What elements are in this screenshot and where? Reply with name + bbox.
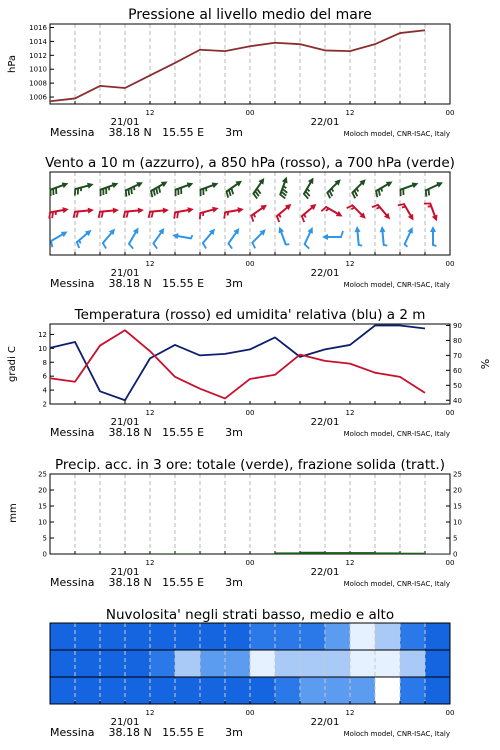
wind-barb (129, 227, 139, 248)
wind-barb (75, 183, 94, 196)
x-tick-label: 00 (245, 409, 255, 417)
wind-barb-feather (357, 188, 359, 191)
wind-barb-feather (354, 191, 357, 197)
precip-bar (275, 552, 300, 554)
credit-label: Moloch model, CNR-ISAC, Italy (343, 730, 450, 738)
cloud-cell (50, 677, 76, 704)
y2-tick-label: 40 (453, 396, 462, 405)
wind-barb (327, 179, 340, 198)
cloud-cell (325, 623, 351, 650)
cloud-cell (400, 677, 426, 704)
wind-barb-feather (359, 245, 363, 246)
date-label: 21/01 (110, 717, 140, 728)
cloud-title: Nuvolosita' negli strati basso, medio e alto (105, 607, 395, 623)
date-label: 21/01 (110, 567, 140, 578)
wind-barb (352, 179, 365, 198)
y2-tick-label: 15 (453, 502, 462, 511)
cloud-footer (50, 709, 454, 739)
plot-frame (50, 474, 450, 554)
wind-barb-feather (405, 244, 408, 246)
x-tick-label: 12 (145, 109, 155, 117)
wind-barb (175, 182, 193, 196)
wind-barb-feather (174, 212, 175, 218)
wind-barb (149, 208, 169, 218)
date-label: 22/01 (310, 117, 340, 128)
x-tick-label: 00 (445, 109, 455, 117)
location-label: Messina 38.18 N 15.55 E 3m (50, 426, 243, 439)
x-tick-label: 12 (345, 559, 355, 567)
x-tick-label: 00 (245, 559, 255, 567)
x-tick-label: 00 (245, 709, 255, 717)
wind-barb-head (322, 234, 328, 240)
wind-barb-feather (326, 209, 329, 212)
wind-barb (251, 205, 267, 222)
wind-barb (277, 204, 292, 222)
cloud-cell (75, 650, 101, 677)
cloud-cell (50, 650, 76, 677)
temperature-title: Temperatura (rosso) ed umidita' relativa (blu) a 2 m (74, 307, 426, 323)
precip-ylabel: mm (8, 503, 19, 523)
wind-barb-feather (376, 191, 377, 197)
wind-barb-feather (283, 186, 286, 188)
y2-tick-label: 90 (453, 321, 462, 330)
temperature-y-ticks (38, 322, 462, 409)
wind-barb-feather (177, 212, 178, 218)
wind-barb (174, 207, 194, 218)
date-label: 21/01 (110, 417, 140, 428)
y2-tick-label: 50 (453, 381, 462, 390)
wind-barb (49, 207, 69, 218)
pressure-ylabel: hPa (7, 54, 18, 74)
x-tick-label: 12 (345, 709, 355, 717)
cloud-cell (50, 623, 76, 650)
precip-bar (300, 552, 325, 554)
x-tick-label: 00 (245, 109, 255, 117)
date-label: 22/01 (310, 567, 340, 578)
wind-barb-feather (154, 190, 155, 196)
y-tick-label: 1008 (29, 79, 47, 88)
precip-bar (375, 552, 400, 554)
cloud-cell (425, 650, 451, 677)
wind-barb-head (88, 208, 94, 214)
wind-panel (45, 155, 455, 290)
cloud-cell (375, 623, 401, 650)
wind-barb-feather (231, 188, 233, 194)
wind-barb-feather (254, 214, 255, 217)
cloud-cell (300, 650, 326, 677)
y-tick-label: 5 (42, 534, 47, 543)
wind-barb-feather (151, 191, 152, 197)
cloud-cell (150, 623, 176, 650)
wind-barb-feather (351, 207, 354, 209)
pressure-panel (7, 7, 454, 139)
precip-bar (350, 552, 375, 554)
wind-footer (50, 260, 454, 290)
temperature-ylabel: gradi C (7, 346, 18, 382)
wind-barb (100, 182, 118, 196)
wind-barb-feather (307, 189, 310, 192)
wind-barb-feather (77, 242, 79, 248)
wind-barb-feather (329, 191, 332, 197)
wind-barb-feather (129, 244, 133, 249)
location-label: Messina 38.18 N 15.55 E 3m (50, 576, 243, 589)
wind-barb-feather (372, 205, 378, 207)
wind-barb (124, 208, 144, 218)
wind-barb (398, 204, 414, 220)
wind-barb (74, 208, 94, 218)
date-label: 21/01 (110, 117, 140, 128)
wind-barb (405, 227, 413, 247)
x-tick-label: 12 (345, 409, 355, 417)
wind-barb (302, 204, 317, 222)
wind-barb-head (237, 207, 243, 213)
wind-barb-feather (203, 243, 206, 248)
y-tick-label: 10 (38, 518, 47, 527)
cloud-cell (400, 650, 426, 677)
wind-barb-head (212, 207, 219, 213)
wind-barb-feather (347, 205, 353, 208)
x-tick-label: 00 (445, 409, 455, 417)
y-tick-label: 12 (38, 330, 47, 339)
wind-barb-feather (277, 216, 279, 222)
x-tick-label: 12 (145, 260, 155, 268)
cloud-cell (250, 677, 276, 704)
wind-barb-feather (134, 187, 135, 191)
x-tick-label: 00 (445, 559, 455, 567)
y-tick-label: 1014 (29, 37, 47, 46)
cloud-cell (75, 677, 101, 704)
wind-barb-feather (251, 216, 253, 222)
cloud-cell (250, 623, 276, 650)
wind-barb (380, 226, 388, 246)
y-tick-label: 25 (38, 470, 47, 479)
y2-tick-label: 60 (453, 366, 462, 375)
pressure-footer (50, 109, 454, 139)
wind-barb (305, 227, 313, 249)
temperature-line (50, 330, 425, 398)
y-tick-label: 1006 (29, 93, 47, 102)
wind-barb (50, 182, 68, 196)
y-tick-label: 1016 (29, 23, 47, 32)
temperature-marks (50, 325, 425, 400)
y2-tick-label: 70 (453, 351, 462, 360)
wind-barb-feather (332, 188, 334, 191)
wind-barb-feather (79, 240, 80, 243)
y-tick-label: 15 (38, 502, 47, 511)
y2-tick-label: 5 (453, 534, 458, 543)
wind-barb-head (355, 226, 361, 232)
wind-barb-feather (51, 241, 52, 247)
precip-footer (50, 559, 454, 589)
wind-barb (224, 207, 244, 218)
wind-barb (253, 178, 264, 199)
precip-panel (8, 457, 462, 589)
humidity-ylabel: % (479, 358, 492, 370)
wind-barb (424, 203, 438, 221)
wind-barb (99, 208, 119, 218)
wind-barb-feather (191, 235, 193, 238)
location-label: Messina 38.18 N 15.55 E 3m (50, 277, 243, 290)
wind-barb-feather (304, 214, 305, 217)
cloud-cell (375, 677, 401, 704)
wind-barb-head (62, 207, 68, 213)
y2-tick-label: 10 (453, 518, 462, 527)
date-label: 22/01 (310, 268, 340, 279)
wind-barb-head (187, 207, 193, 213)
cloud-cell (300, 677, 326, 704)
cloud-cell (350, 623, 376, 650)
wind-barb-feather (341, 231, 343, 237)
credit-label: Moloch model, CNR-ISAC, Italy (343, 130, 450, 138)
wind-barb-feather (49, 212, 50, 218)
y2-tick-label: 20 (453, 486, 462, 495)
wind-barb-feather (52, 212, 53, 218)
wind-barb (51, 232, 67, 248)
wind-barb-head (138, 208, 144, 214)
wind-barb (304, 177, 314, 198)
wind-barb-feather (352, 193, 355, 199)
wind-barb (226, 181, 242, 198)
wind-barb-feather (398, 204, 404, 205)
x-tick-label: 12 (145, 709, 155, 717)
credit-label: Moloch model, CNR-ISAC, Italy (343, 580, 450, 588)
cloud-cell (100, 623, 126, 650)
precip-bar (400, 553, 425, 554)
cloud-cell (400, 623, 426, 650)
y-tick-label: 20 (38, 486, 47, 495)
wind-barb-head (380, 226, 386, 232)
pressure-title: Pressione al livello medio del mare (128, 7, 372, 23)
cloud-panel (50, 607, 454, 739)
cloud-cell (125, 650, 151, 677)
y-tick-label: 0 (42, 550, 47, 559)
cloud-cell (275, 623, 301, 650)
wind-barb-feather (305, 244, 310, 248)
cloud-cell (175, 650, 201, 677)
wind-barb-feather (228, 244, 232, 249)
x-tick-label: 00 (445, 260, 455, 268)
cloud-cell (225, 623, 251, 650)
wind-barb-feather (426, 190, 427, 196)
cloud-cell (200, 623, 226, 650)
wind-barb-feather (428, 189, 429, 195)
precip-bar (175, 553, 200, 554)
wind-barb (151, 182, 167, 198)
x-tick-label: 00 (245, 260, 255, 268)
wind-barb-feather (224, 212, 225, 218)
y-tick-label: 2 (42, 400, 47, 409)
wind-barb-head (113, 208, 119, 214)
pressure-marks (50, 30, 425, 101)
wind-barb (278, 227, 289, 245)
cloud-cell (225, 677, 251, 704)
wind-barb (103, 229, 115, 249)
y2-tick-label: 0 (453, 550, 458, 559)
x-tick-label: 12 (345, 260, 355, 268)
wind-barb-feather (327, 193, 330, 199)
date-label: 22/01 (310, 417, 340, 428)
cloud-cell (100, 677, 126, 704)
y2-tick-label: 80 (453, 336, 462, 345)
date-label: 21/01 (110, 268, 140, 279)
credit-label: Moloch model, CNR-ISAC, Italy (343, 281, 450, 289)
temperature-frame (50, 324, 450, 404)
cloud-cell (250, 650, 276, 677)
wind-barb (77, 230, 92, 248)
y-tick-label: 1012 (29, 51, 47, 60)
cloud-cell (275, 650, 301, 677)
y2-tick-label: 25 (453, 470, 462, 479)
wind-barb-feather (279, 214, 280, 217)
wind-barb-feather (126, 190, 127, 196)
cloud-cell (125, 677, 151, 704)
wind-barb (200, 207, 219, 220)
plot-frame (50, 24, 450, 104)
cloud-cell (300, 623, 326, 650)
wind-barb-head (430, 226, 436, 232)
cloud-cell (225, 650, 251, 677)
cloud-cell (100, 650, 126, 677)
wind-barb-feather (402, 207, 406, 208)
wind-barb (430, 226, 437, 246)
cloud-cell (75, 623, 101, 650)
y-tick-label: 8 (42, 358, 47, 367)
x-tick-label: 00 (445, 709, 455, 717)
cloud-cell (175, 677, 201, 704)
wind-barb-feather (252, 243, 255, 249)
pressure-line (50, 30, 425, 101)
cloud-cell (150, 677, 176, 704)
credit-label: Moloch model, CNR-ISAC, Italy (343, 430, 450, 438)
y-tick-label: 6 (42, 372, 47, 381)
wind-barb-head (87, 183, 94, 189)
cloud-cell (325, 650, 351, 677)
cloud-cells (50, 623, 451, 704)
wind-barb (355, 226, 363, 246)
y-tick-label: 4 (42, 386, 47, 395)
wind-barb-feather (226, 192, 228, 198)
x-tick-label: 12 (145, 559, 155, 567)
wind-barb-feather (384, 245, 388, 246)
plot-frame (50, 324, 450, 404)
wind-barb (126, 182, 143, 196)
precip-bar (150, 553, 175, 554)
wind-barb-feather (229, 190, 231, 196)
wind-barb-feather (131, 188, 132, 194)
wind-barb-feather (156, 188, 157, 194)
wind-barb-feather (153, 244, 157, 249)
temperature-panel (7, 307, 492, 439)
temperature-footer (50, 409, 454, 439)
y-tick-label: 1010 (29, 65, 47, 74)
wind-barb-feather (433, 245, 437, 246)
cloud-cell (275, 677, 301, 704)
x-tick-label: 12 (145, 409, 155, 417)
wind-barb-feather (302, 216, 304, 222)
cloud-cell (125, 623, 151, 650)
wind-barb-feather (376, 207, 379, 208)
cloud-cell (200, 677, 226, 704)
wind-barb (228, 228, 239, 249)
cloud-cell (425, 677, 451, 704)
wind-barb (153, 228, 164, 249)
pressure-frame (50, 24, 450, 104)
wind-barb-head (163, 208, 169, 214)
wind-barb-feather (103, 243, 106, 248)
wind-barb (252, 229, 265, 248)
location-label: Messina 38.18 N 15.55 E 3m (50, 726, 243, 739)
precip-frame (50, 474, 450, 554)
cloud-cell (350, 650, 376, 677)
wind-barb-feather (379, 190, 380, 196)
x-tick-label: 12 (345, 109, 355, 117)
date-label: 22/01 (310, 717, 340, 728)
wind-barb (200, 182, 218, 196)
wind-barb-feather (381, 188, 382, 192)
cloud-cell (375, 650, 401, 677)
wind-barb (376, 182, 392, 198)
cloud-cell (425, 623, 451, 650)
precip-bar (325, 552, 350, 554)
location-label: Messina 38.18 N 15.55 E 3m (50, 126, 243, 139)
y-tick-label: 10 (38, 344, 47, 353)
cloud-cell (350, 677, 376, 704)
cloud-cell (175, 623, 201, 650)
cloud-cell (150, 650, 176, 677)
wind-barbs (49, 177, 443, 249)
wind-barb (400, 182, 418, 196)
wind-barb-feather (159, 187, 160, 193)
precip-title: Precip. acc. in 3 ore: totale (verde), frazione solida (tratt.) (55, 457, 445, 473)
wind-barb-feather (128, 189, 129, 195)
wind-barb (426, 182, 443, 196)
cloud-cell (200, 650, 226, 677)
wind-title: Vento a 10 m (azzurro), a 850 hPa (rosso), a 700 hPa (verde) (45, 155, 455, 171)
cloud-cell (325, 677, 351, 704)
wind-barb (203, 229, 215, 249)
wind-barb (280, 177, 287, 199)
